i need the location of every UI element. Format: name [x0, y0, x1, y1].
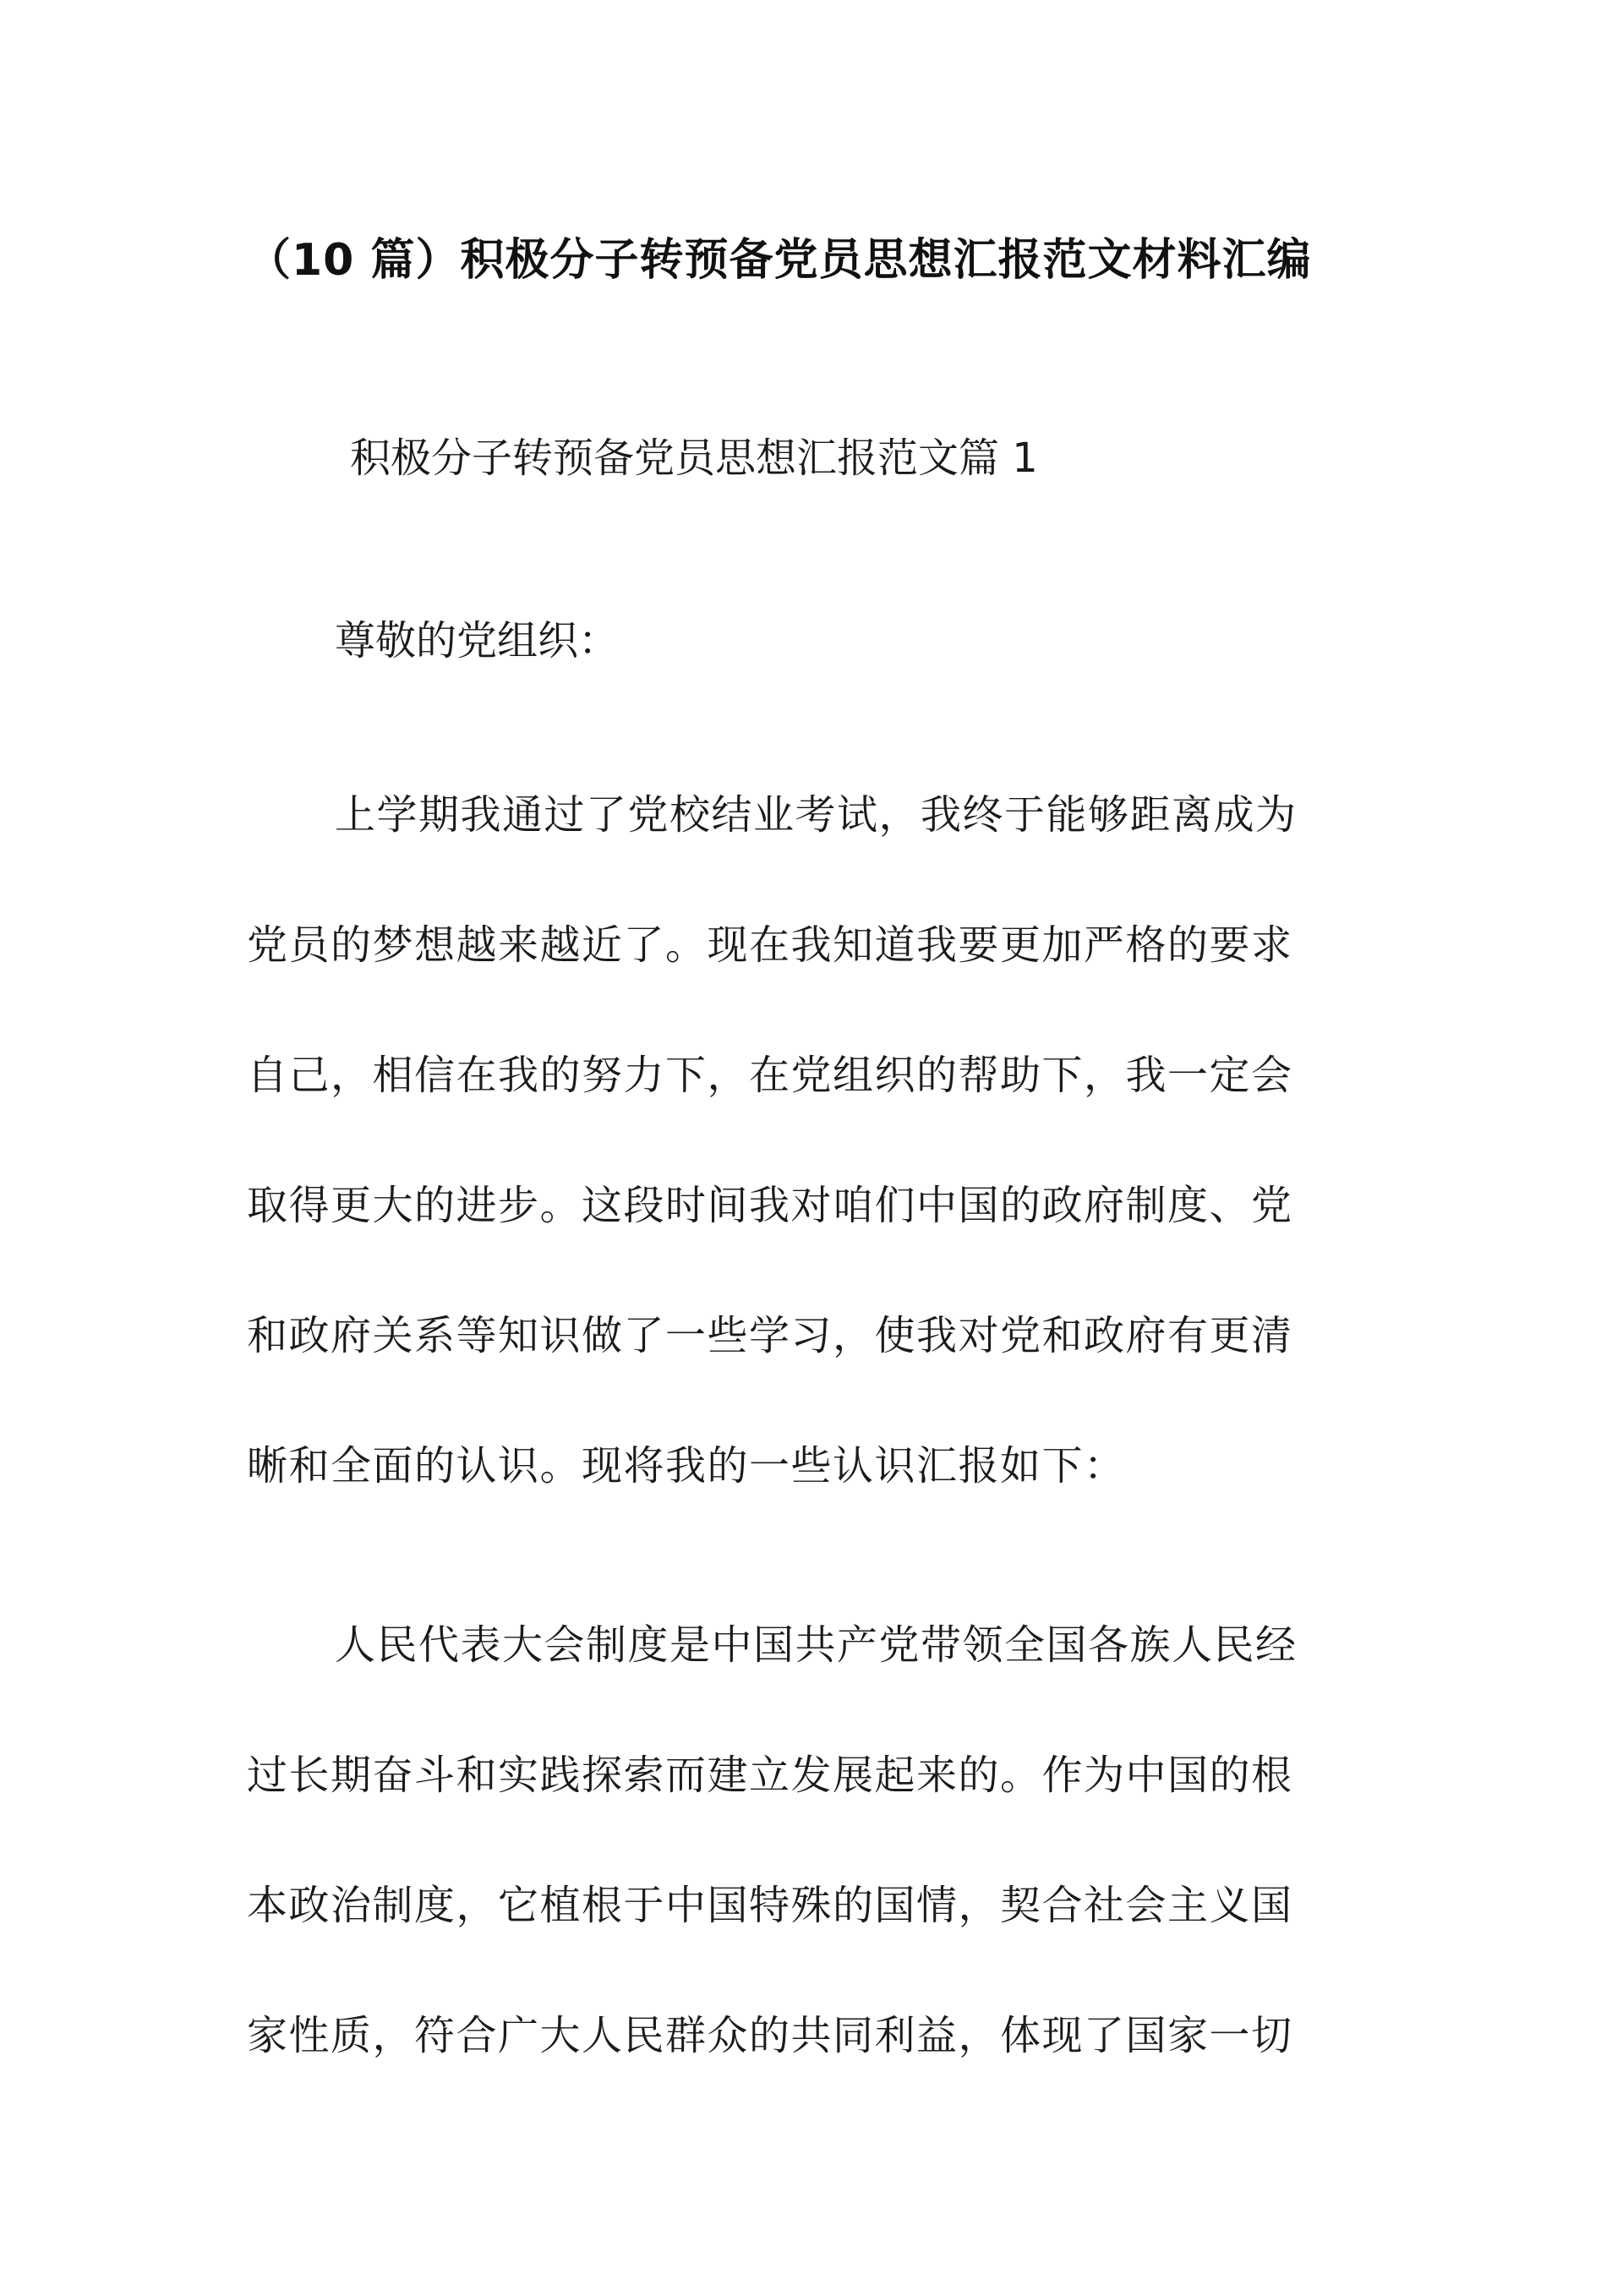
paragraph-1-line: 党员的梦想越来越近了。现在我知道我要更加严格的要求 [247, 921, 1293, 969]
paragraph-2-line: 家性质，符合广大人民群众的共同利益，体现了国家一切 [247, 2012, 1293, 2059]
paragraph-2-line: 过长期奋斗和实践探索而建立发展起来的。作为中国的根 [247, 1752, 1293, 1799]
section-heading: 积极分子转预备党员思想汇报范文篇 1 [350, 435, 1038, 482]
paragraph-1-line: 上学期我通过了党校结业考试，我终于能够距离成为 [335, 791, 1298, 839]
paragraph-1-line: 晰和全面的认识。现将我的一些认识汇报如下： [247, 1442, 1126, 1490]
paragraph-2-line: 人民代表大会制度是中国共产党带领全国各族人民经 [335, 1621, 1298, 1669]
paragraph-1-line: 取得更大的进步。这段时间我对咱们中国的政府制度、党 [247, 1182, 1293, 1229]
document-title: （10 篇）积极分子转预备党员思想汇报范文材料汇编 [247, 235, 1312, 286]
paragraph-1-line: 自己，相信在我的努力下，在党组织的帮助下，我一定会 [247, 1052, 1293, 1099]
paragraph-2-line: 本政治制度，它植根于中国特殊的国情，契合社会主义国 [247, 1882, 1293, 1929]
salutation: 尊敬的党组织： [335, 617, 620, 664]
paragraph-1-line: 和政府关系等知识做了一些学习，使我对党和政府有更清 [247, 1312, 1293, 1359]
